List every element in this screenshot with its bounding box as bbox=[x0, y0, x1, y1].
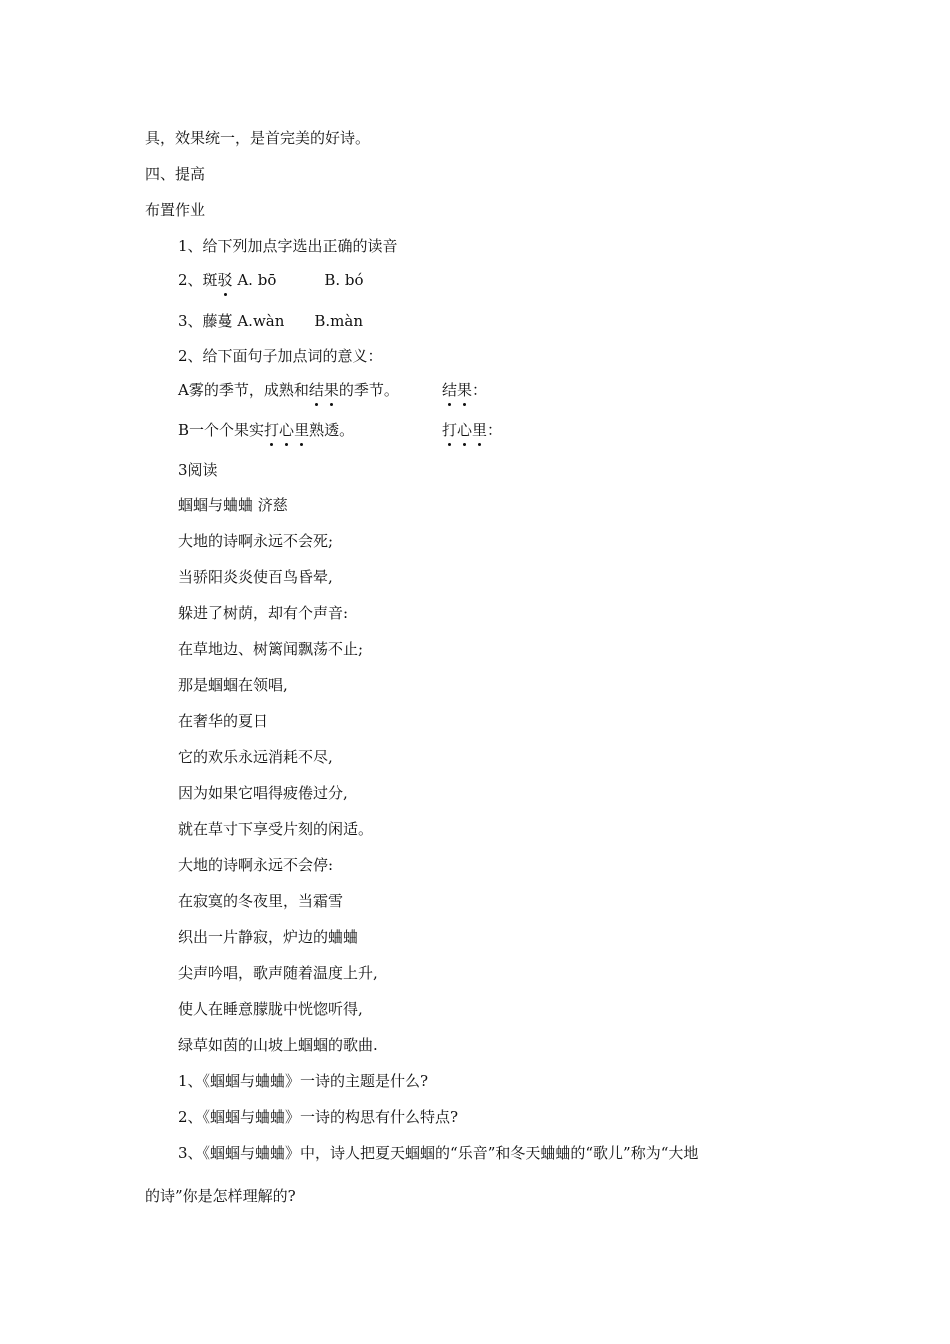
dotted-char: 驳 bbox=[217, 271, 233, 289]
text-fragment: ： bbox=[472, 381, 488, 399]
text-fragment: 2、斑 bbox=[178, 271, 218, 289]
dotted-char: 里 bbox=[294, 421, 310, 439]
poem-line: 就在草寸下享受片刻的闲适。 bbox=[178, 820, 374, 838]
poem-line: 躲进了树荫，却有个声音: bbox=[178, 604, 349, 622]
answer-label bbox=[442, 420, 502, 440]
dotted-char: 结 bbox=[308, 381, 324, 399]
reading-question-continued: 的诗”你是怎样理解的? bbox=[145, 1187, 296, 1205]
dotted-char: 结 bbox=[442, 381, 458, 399]
section-heading: 四、提高 bbox=[145, 165, 206, 183]
text-fragment: B一个个果实 bbox=[178, 421, 265, 439]
dotted-char: 心 bbox=[279, 421, 295, 439]
sentence-line-b bbox=[178, 420, 898, 440]
answer-label bbox=[442, 380, 487, 400]
question-line: 1、给下列加点字选出正确的读音 bbox=[178, 237, 398, 255]
text-fragment: 蔓 bbox=[217, 312, 233, 330]
section-heading: 3阅读 bbox=[178, 461, 218, 479]
poem-line: 因为如果它唱得疲倦过分, bbox=[178, 784, 348, 802]
poem-title: 蝈蝈与蛐蛐 济慈 bbox=[178, 496, 288, 514]
text-fragment: ： bbox=[487, 421, 503, 439]
dotted-char: 果 bbox=[457, 381, 473, 399]
option-a: A. bō bbox=[237, 271, 277, 289]
dotted-char: 打 bbox=[442, 421, 458, 439]
poem-line: 使人在睡意朦胧中恍惚听得, bbox=[178, 1000, 363, 1018]
reading-question: 1、《蝈蝈与蛐蛐》一诗的主题是什么? bbox=[178, 1072, 429, 1090]
text-fragment: 熟透。 bbox=[309, 421, 355, 439]
question-line bbox=[178, 270, 364, 290]
question-line bbox=[178, 311, 363, 331]
sentence-line-a bbox=[178, 380, 898, 400]
text-fragment: 的季节。 bbox=[338, 381, 399, 399]
dotted-char: 打 bbox=[264, 421, 280, 439]
reading-question: 2、《蝈蝈与蛐蛐》一诗的构思有什么特点? bbox=[178, 1108, 459, 1126]
text-fragment: A雾的季节，成熟和 bbox=[178, 381, 309, 399]
poem-line: 尖声吟唱，歌声随着温度上升, bbox=[178, 964, 378, 982]
question-line: 2、给下面句子加点词的意义： bbox=[178, 347, 383, 365]
option-b: B. bó bbox=[324, 271, 364, 289]
text-line: 具，效果统一，是首完美的好诗。 bbox=[145, 129, 371, 147]
dotted-char: 果 bbox=[323, 381, 339, 399]
poem-line: 在草地边、树篱闻飘荡不止; bbox=[178, 640, 364, 658]
option-b: B.màn bbox=[314, 312, 364, 330]
dotted-char: 心 bbox=[457, 421, 473, 439]
reading-question: 3、《蝈蝈与蛐蛐》中，诗人把夏天蝈蝈的“乐音”和冬天蛐蛐的“歌儿”称为“大地 bbox=[178, 1144, 699, 1162]
poem-line: 当骄阳炎炎使百鸟昏晕, bbox=[178, 568, 333, 586]
option-a: A.wàn bbox=[237, 312, 285, 330]
poem-line: 大地的诗啊永远不会死; bbox=[178, 532, 334, 550]
poem-line: 那是蝈蝈在领唱, bbox=[178, 676, 288, 694]
text-fragment: 3、藤 bbox=[178, 312, 218, 330]
poem-line: 大地的诗啊永远不会停: bbox=[178, 856, 334, 874]
text-line: 布置作业 bbox=[145, 201, 206, 219]
poem-line: 在奢华的夏日 bbox=[178, 712, 269, 730]
poem-line: 在寂寞的冬夜里，当霜雪 bbox=[178, 892, 344, 910]
poem-line: 它的欢乐永远消耗不尽, bbox=[178, 748, 333, 766]
dotted-char: 里 bbox=[472, 421, 488, 439]
poem-line: 绿草如茵的山坡上蝈蝈的歌曲. bbox=[178, 1036, 378, 1054]
poem-line: 织出一片静寂，炉边的蛐蛐 bbox=[178, 928, 359, 946]
